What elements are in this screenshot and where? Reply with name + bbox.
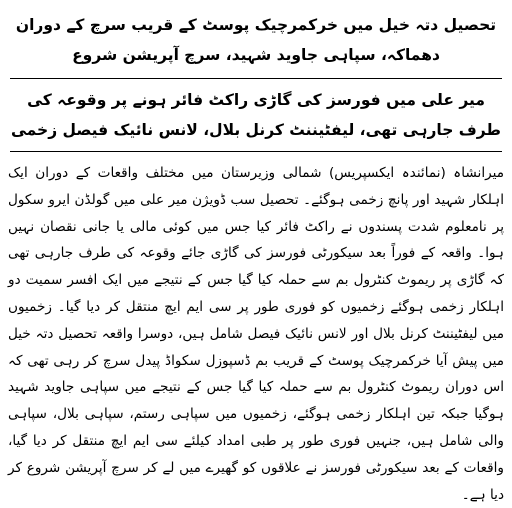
article-body: میرانشاہ (نمائندہ ایکسپریس) شمالی وزیرستان میں مختلف واقعات کے دوران ایک اہلکار شہید اور پانچ زخمی ہوگئے۔ تحصیل سب ڈویژن میر علی میں گولڈن ایرو سکول پر نامعلوم شدت پسندوں نے راکٹ فائر کیا جس میں کوئی مالی یا جانی نقصان نہیں ہوا۔ واقعہ کے فوراً بعد سیکورٹی فورسز کی گاڑی جائے وقوعہ کی طرف جارہی تھی کہ گاڑی پر ریموٹ کنٹرول بم سے حملہ کیا گیا جس کے نتیجے میں ایک افسر سمیت دو اہلکار زخمی ہوگئے زخمیوں کو فوری طور پر سی ایم ایچ منتقل کر دیا گیا۔ زخمیوں میں لیفٹیننٹ کرنل بلال اور لانس نائیک فیصل شامل ہیں، دوسرا واقعہ تحصیل دتہ خیل میں پیش آیا خرکمرچیک پوسٹ کے قریب بم ڈسپوزل سکواڈ پیدل سرچ کر رہی تھی کہ اس دوران ریموٹ کنٹرول بم سے حملہ کیا گیا جس کے نتیجے میں سپاہی جاوید شہید ہوگیا جبکہ تین اہلکار زخمی ہوگئے، زخمیوں میں سپاہی رستم، سپاہی بلال، سپاہی والی شامل ہیں، جنہیں فوری طور پر طبی امداد کیلئے سی ایم ایچ منتقل کر دیا گیا، واقعات کے بعد سیکورٹی فورسز نے علاقوں کو گھیرے میں لے کر سرچ آپریشن شروع کر دیا ہے۔: [8, 165, 504, 503]
divider-top: [10, 78, 502, 79]
headline-primary: تحصیل دتہ خیل میں خرکمرچیک پوسٹ کے قریب سرچ کے دوران دھماکہ، سپاہی جاوید شہید، سرچ آپریشن شروع: [15, 16, 497, 64]
divider-bottom: [10, 151, 502, 152]
headline-secondary: میر علی میں فورسز کی گاڑی راکٹ فائر ہونے پر وقوعہ کی طرف جارہی تھی، لیفٹیننٹ کرنل بلال، لانس نائیک فیصل زخمی: [10, 91, 502, 139]
